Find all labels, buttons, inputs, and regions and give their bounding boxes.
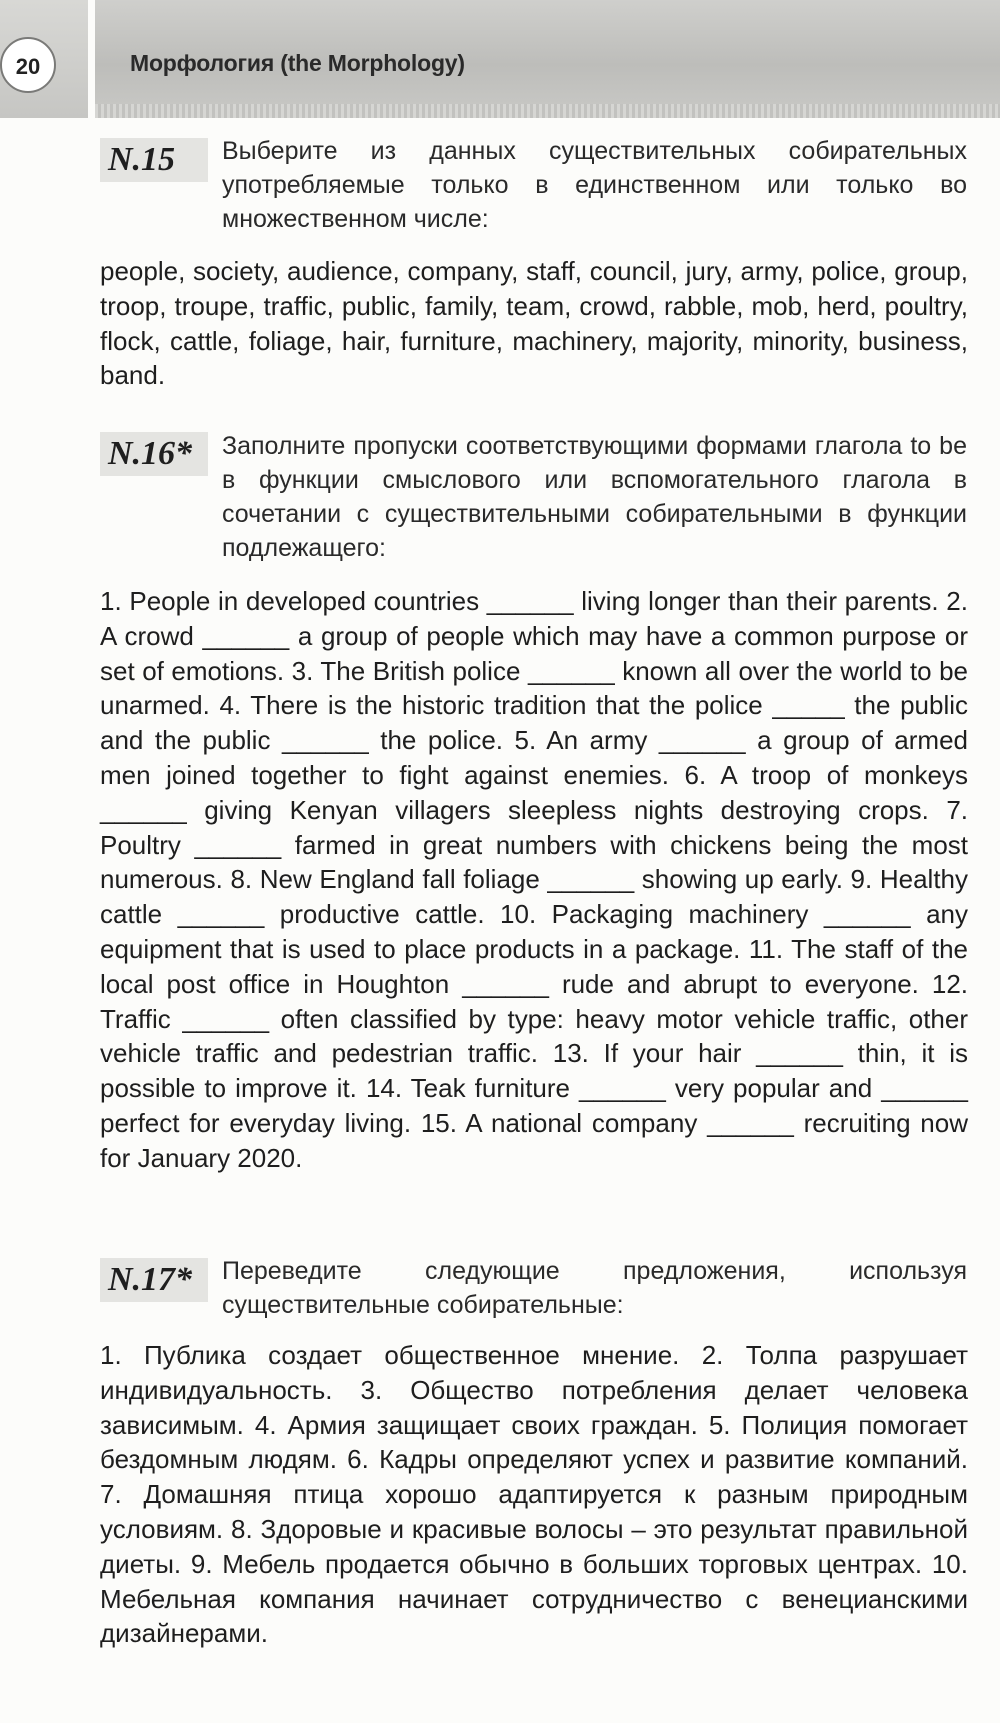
exercise-16-label: N.16* bbox=[100, 432, 208, 476]
exercise-17-label: N.17* bbox=[100, 1258, 208, 1302]
exercise-15-text: people, society, audience, company, staff, council, jury, army, police, group, troop, troupe, traffic, public, family, team, crowd, rabble, mob, herd, poultry, flock, cattle, foliage, hair, furniture, machinery, majority, minority, business, band. bbox=[100, 256, 968, 391]
exercise-16-text: 1. People in developed countries ______ living longer than their parents. 2. A crowd ______ a group of people which may have a common purpose or set of emotions. 3. The British police ______ known all over the world to be unarmed. 4. There is the historic tradition that the police _____ the public and the public ______ the police. 5. An army ______ a group of armed men joined together to fight against enemies. 6. A troop of monkeys ______ giving Kenyan villagers sleepless nights destroying crops. 7. Poultry ______ farmed in great numbers with chickens being the most numerous. 8. New England fall foliage ______ showing up early. 9. Healthy cattle ______ productive cattle. 10. Packaging machinery ______ any equipment that is used to place products in a package. 11. The staff of the local post office in Houghton ______ rude and abrupt to everyone. 12. Traffic ______ often classified by type: heavy motor vehicle traffic, other vehicle traffic and pedestrian traffic. 13. If your hair ______ thin, it is possible to improve it. 14. Teak furniture ______ very popular and ______ perfect for everyday living. 15. A national company ______ recruiting now for January 2020. bbox=[100, 586, 968, 1173]
page-number: 20 bbox=[0, 37, 56, 93]
exercise-15-label: N.15 bbox=[100, 138, 208, 182]
exercise-15-instruction: Выберите из данных существительных собирательных употребляемые только в единственном или только во множественном числе: bbox=[222, 137, 967, 233]
exercise-17-instruction: Переведите следующие предложения, используя существительные собирательные: bbox=[222, 1257, 967, 1319]
chapter-title: Морфология (the Morphology) bbox=[130, 50, 465, 76]
exercise-16-instruction: Заполните пропуски соответствующими формами глагола to be в функции смыслового или вспомогательного глагола в сочетании с существительными собирательными в функции подлежащего: bbox=[222, 432, 967, 562]
exercise-17-text: 1. Публика создает общественное мнение. 2. Толпа разрушает индивидуальность. 3. Общество потребления делает человека зависимым. 4. Армия защищает своих граждан. 5. Полиция помогает бездомным людям. 6. Кадры определяют успех и развитие компаний. 7. Домашняя птица хорошо адаптируется к разным природным условиям. 8. Здоровые и красивые волосы – это результат правильной диеты. 9. Мебель продается обычно в больших торговых центрах. 10. Мебельная компания начинает сотрудничество с венецианскими дизайнерами. bbox=[100, 1340, 968, 1649]
